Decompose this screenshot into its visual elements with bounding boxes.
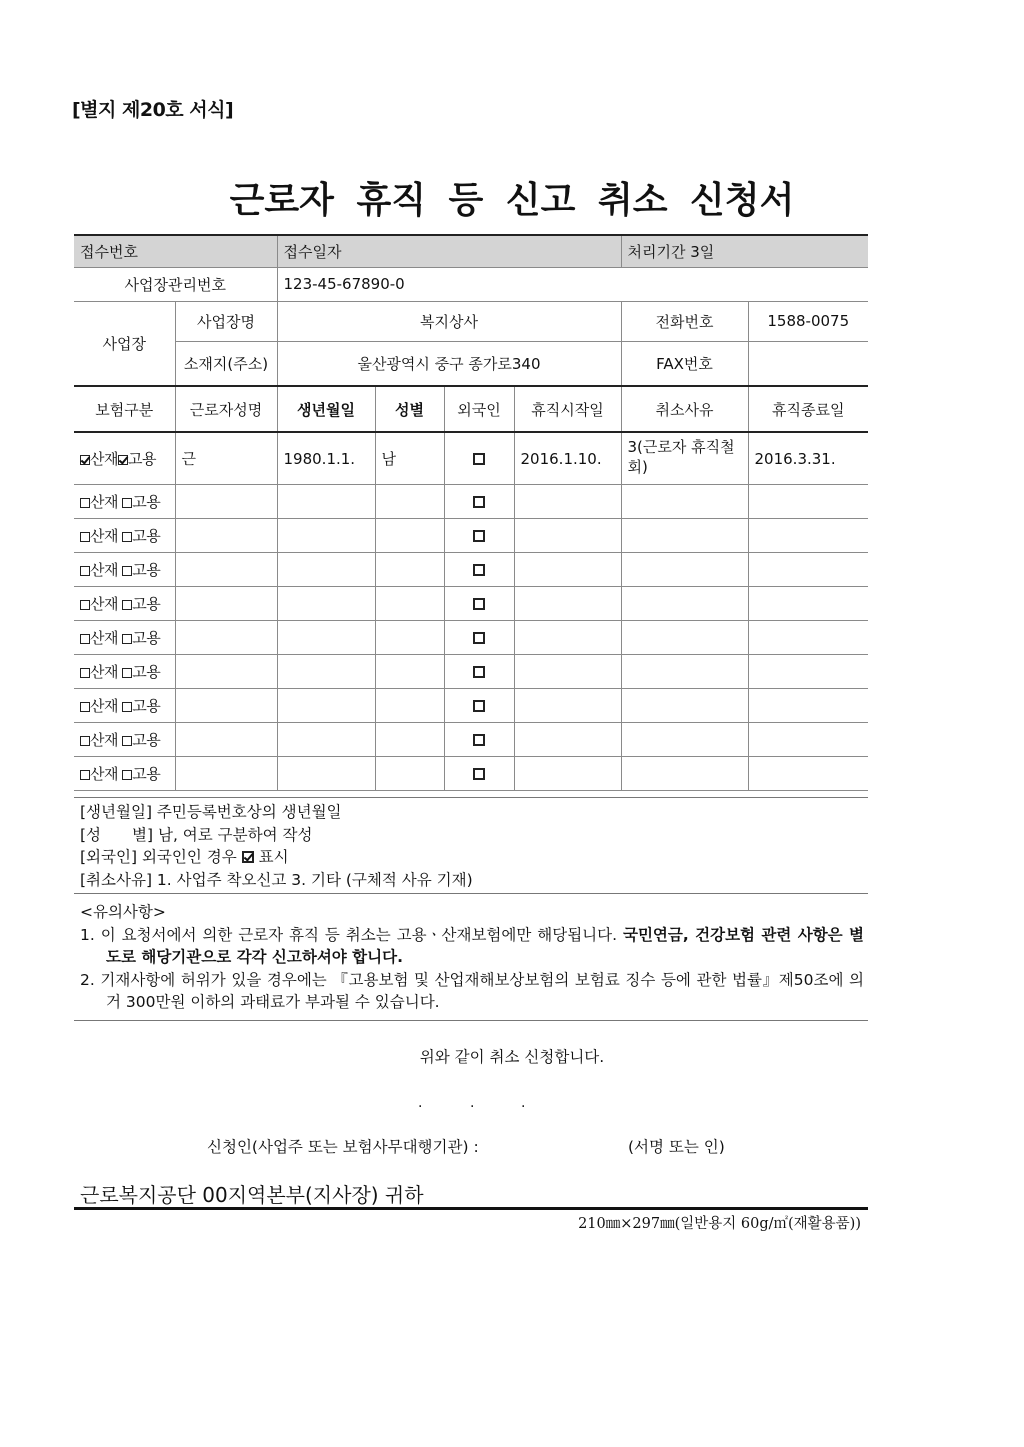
foreigner-checkbox[interactable] [473, 734, 485, 746]
addressee: 근로복지공단 00지역본부(지사장) 귀하 [80, 1183, 424, 1207]
leave-end-cell[interactable] [748, 621, 868, 655]
worker-row [74, 587, 868, 621]
applicant-label: 신청인(사업주 또는 보험사무대행기관) : [207, 1138, 479, 1156]
divider [74, 1020, 868, 1021]
cancel-reason-cell[interactable] [621, 553, 748, 587]
goyong-checkbox[interactable] [122, 634, 132, 644]
phone-label: 전화번호 [621, 301, 748, 341]
col-cancel-reason: 취소사유 [621, 386, 748, 432]
checked-box-icon [242, 851, 254, 863]
goyong-checkbox[interactable] [122, 770, 132, 780]
gender-cell[interactable] [375, 485, 444, 519]
birth-date-cell[interactable] [277, 689, 375, 723]
worker-table [74, 385, 868, 791]
fax-label: FAX번호 [621, 341, 748, 385]
note-reason: [취소사유] 1. 사업주 착오신고 3. 기타 (구체적 사유 기재) [80, 870, 473, 889]
birth-date-cell[interactable] [277, 655, 375, 689]
birth-date-cell[interactable] [277, 519, 375, 553]
leave-start-cell[interactable] [514, 757, 621, 791]
foreigner-checkbox[interactable] [473, 666, 485, 678]
cancel-reason-cell[interactable] [621, 519, 748, 553]
foreigner-checkbox[interactable] [473, 598, 485, 610]
address-label: 소재지(주소) [175, 341, 277, 385]
foreigner-cell [444, 757, 514, 791]
divider [74, 797, 868, 798]
caution-section [80, 901, 864, 1014]
worker-name-cell[interactable] [175, 519, 277, 553]
workplace-name-value[interactable]: 복지상사 [277, 301, 621, 341]
worker-row [74, 655, 868, 689]
foreigner-checkbox[interactable] [473, 768, 485, 780]
foreigner-cell [444, 689, 514, 723]
gender-cell[interactable] [375, 655, 444, 689]
insurance-type-cell: 산재 고용 [74, 723, 175, 757]
closing-statement: 위와 같이 취소 신청합니다. [419, 1048, 605, 1066]
sanjae-checkbox[interactable] [80, 455, 90, 465]
cancel-reason-cell[interactable]: 3(근로자 휴직철회) [621, 432, 748, 485]
note-birth: [생년월일] 주민등록번호상의 생년월일 [80, 803, 342, 821]
form-number: [별지 제20호 서식] [72, 99, 234, 121]
form-title: 근로자 휴직 등 신고 취소 신청서 [229, 180, 795, 221]
gender-cell[interactable] [375, 621, 444, 655]
leave-end-cell[interactable] [748, 553, 868, 587]
foreigner-cell [444, 587, 514, 621]
address-value[interactable]: 울산광역시 중구 종가로340 [277, 341, 621, 385]
worker-name-cell[interactable] [175, 757, 277, 791]
caution-item-1: 1. 이 요청서에서 의한 근로자 휴직 등 취소는 고용ㆍ산재보험에만 해당됩니다. 국민연금, 건강보험 관련 사항은 별도로 해당기관으로 각각 신고하셔야 합니다. [80, 925, 864, 966]
worker-row [74, 519, 868, 553]
leave-start-cell[interactable] [514, 621, 621, 655]
col-foreigner: 외국인 [444, 386, 514, 432]
worker-row [74, 757, 868, 791]
insurance-type-cell: 산재 고용 [74, 485, 175, 519]
field-notes [80, 801, 473, 891]
worker-row [74, 621, 868, 655]
leave-end-cell[interactable] [748, 723, 868, 757]
goyong-checkbox[interactable] [122, 532, 132, 542]
cancel-reason-cell[interactable] [621, 757, 748, 791]
col-leave-end: 휴직종료일 [748, 386, 868, 432]
sanjae-checkbox[interactable] [80, 668, 90, 678]
cancel-reason-cell[interactable] [621, 655, 748, 689]
foreigner-checkbox[interactable] [473, 453, 485, 465]
birth-date-cell[interactable] [277, 553, 375, 587]
gender-cell[interactable] [375, 723, 444, 757]
insurance-type-cell: 산재 고용 [74, 553, 175, 587]
worker-row [74, 553, 868, 587]
goyong-checkbox[interactable] [122, 498, 132, 508]
leave-end-cell[interactable] [748, 689, 868, 723]
gender-cell[interactable] [375, 553, 444, 587]
gender-cell[interactable] [375, 519, 444, 553]
cancel-reason-cell[interactable] [621, 689, 748, 723]
sanjae-checkbox[interactable] [80, 770, 90, 780]
gender-cell[interactable]: 남 [375, 432, 444, 485]
date-year[interactable]: . [418, 1095, 423, 1111]
workplace-name-label: 사업장명 [175, 301, 277, 341]
worker-name-cell[interactable] [175, 723, 277, 757]
worker-name-cell[interactable] [175, 621, 277, 655]
phone-value[interactable]: 1588-0075 [748, 301, 868, 341]
leave-end-cell[interactable] [748, 655, 868, 689]
note-foreigner: [외국인] 외국인인 경우 표시 [80, 848, 289, 866]
foreigner-cell [444, 519, 514, 553]
goyong-checkbox[interactable] [122, 702, 132, 712]
birth-date-cell[interactable] [277, 587, 375, 621]
sanjae-checkbox[interactable] [80, 702, 90, 712]
insurance-type-cell: 산재 고용 [74, 432, 175, 485]
sanjae-checkbox[interactable] [80, 532, 90, 542]
leave-end-cell[interactable] [748, 485, 868, 519]
receipt-date-label: 접수일자 [277, 235, 621, 267]
leave-end-cell[interactable] [748, 519, 868, 553]
goyong-checkbox[interactable] [122, 566, 132, 576]
worker-name-cell[interactable]: 근 [175, 432, 277, 485]
worker-row [74, 689, 868, 723]
birth-date-cell[interactable] [277, 723, 375, 757]
processing-period: 처리기간 3일 [621, 235, 868, 267]
insurance-type-cell: 산재 고용 [74, 621, 175, 655]
foreigner-cell [444, 723, 514, 757]
col-gender: 성별 [375, 386, 444, 432]
insurance-type-cell: 산재 고용 [74, 689, 175, 723]
foreigner-cell [444, 485, 514, 519]
sanjae-checkbox[interactable] [80, 634, 90, 644]
leave-end-cell[interactable]: 2016.3.31. [748, 432, 868, 485]
col-worker-name: 근로자성명 [175, 386, 277, 432]
leave-start-cell[interactable] [514, 689, 621, 723]
date-month[interactable]: . [470, 1095, 475, 1111]
sanjae-checkbox[interactable] [80, 600, 90, 610]
goyong-checkbox[interactable] [122, 736, 132, 746]
leave-start-cell[interactable]: 2016.1.10. [514, 432, 621, 485]
leave-start-cell[interactable] [514, 587, 621, 621]
divider [74, 893, 868, 894]
caution-item-2: 2. 기재사항에 허위가 있을 경우에는 『고용보험 및 산업재해보상보험의 보험료 징수 등에 관한 법률』제50조에 의거 300만원 이하의 과태료가 부과될 수 있습니다. [80, 970, 864, 1011]
sanjae-checkbox[interactable] [80, 566, 90, 576]
foreigner-checkbox[interactable] [473, 700, 485, 712]
fax-value[interactable] [748, 341, 868, 385]
worker-row [74, 485, 868, 519]
sanjae-checkbox[interactable] [80, 736, 90, 746]
worker-name-cell[interactable] [175, 485, 277, 519]
foreigner-cell [444, 553, 514, 587]
birth-date-cell[interactable] [277, 621, 375, 655]
bottom-rule [74, 1207, 868, 1210]
gender-cell[interactable] [375, 757, 444, 791]
insurance-type-cell: 산재 고용 [74, 587, 175, 621]
note-gender: [성 별] 남, 여로 구분하여 작성 [80, 825, 313, 844]
foreigner-checkbox[interactable] [473, 496, 485, 508]
goyong-checkbox[interactable] [122, 600, 132, 610]
leave-end-cell[interactable] [748, 757, 868, 791]
leave-start-cell[interactable] [514, 485, 621, 519]
gender-cell[interactable] [375, 689, 444, 723]
leave-end-cell[interactable] [748, 587, 868, 621]
foreigner-cell [444, 655, 514, 689]
insurance-type-cell: 산재 고용 [74, 519, 175, 553]
cancel-reason-cell[interactable] [621, 723, 748, 757]
worker-name-cell[interactable] [175, 655, 277, 689]
cancel-reason-cell[interactable] [621, 587, 748, 621]
goyong-checkbox[interactable] [118, 455, 128, 465]
receipt-number-label: 접수번호 [74, 235, 277, 267]
workplace-info-table [74, 234, 868, 386]
worker-row [74, 432, 868, 485]
foreigner-cell [444, 621, 514, 655]
date-day[interactable]: . [521, 1095, 526, 1111]
col-birth-date: 생년월일 [277, 386, 375, 432]
col-leave-start: 휴직시작일 [514, 386, 621, 432]
cancel-reason-cell[interactable] [621, 485, 748, 519]
worker-name-cell[interactable] [175, 587, 277, 621]
sanjae-checkbox[interactable] [80, 498, 90, 508]
col-insurance-type: 보험구분 [74, 386, 175, 432]
birth-date-cell[interactable] [277, 757, 375, 791]
insurance-type-cell: 산재 고용 [74, 757, 175, 791]
birth-date-cell[interactable] [277, 485, 375, 519]
mgmt-number-value[interactable]: 123-45-67890-0 [277, 267, 868, 301]
foreigner-cell [444, 432, 514, 485]
birth-date-cell[interactable]: 1980.1.1. [277, 432, 375, 485]
leave-start-cell[interactable] [514, 553, 621, 587]
cancel-reason-cell[interactable] [621, 621, 748, 655]
workplace-label: 사업장 [74, 301, 175, 385]
foreigner-checkbox[interactable] [473, 632, 485, 644]
worker-name-cell[interactable] [175, 689, 277, 723]
goyong-checkbox[interactable] [122, 668, 132, 678]
worker-row [74, 723, 868, 757]
caution-heading: <유의사항> [80, 903, 166, 921]
paper-spec: 210㎜×297㎜(일반용지 60g/㎡(재활용품)) [578, 1216, 861, 1232]
foreigner-checkbox[interactable] [473, 564, 485, 576]
signature-field[interactable]: (서명 또는 인) [628, 1138, 725, 1156]
leave-start-cell[interactable] [514, 723, 621, 757]
worker-name-cell[interactable] [175, 553, 277, 587]
insurance-type-cell: 산재 고용 [74, 655, 175, 689]
foreigner-checkbox[interactable] [473, 530, 485, 542]
leave-start-cell[interactable] [514, 519, 621, 553]
gender-cell[interactable] [375, 587, 444, 621]
leave-start-cell[interactable] [514, 655, 621, 689]
mgmt-number-label: 사업장관리번호 [74, 267, 277, 301]
